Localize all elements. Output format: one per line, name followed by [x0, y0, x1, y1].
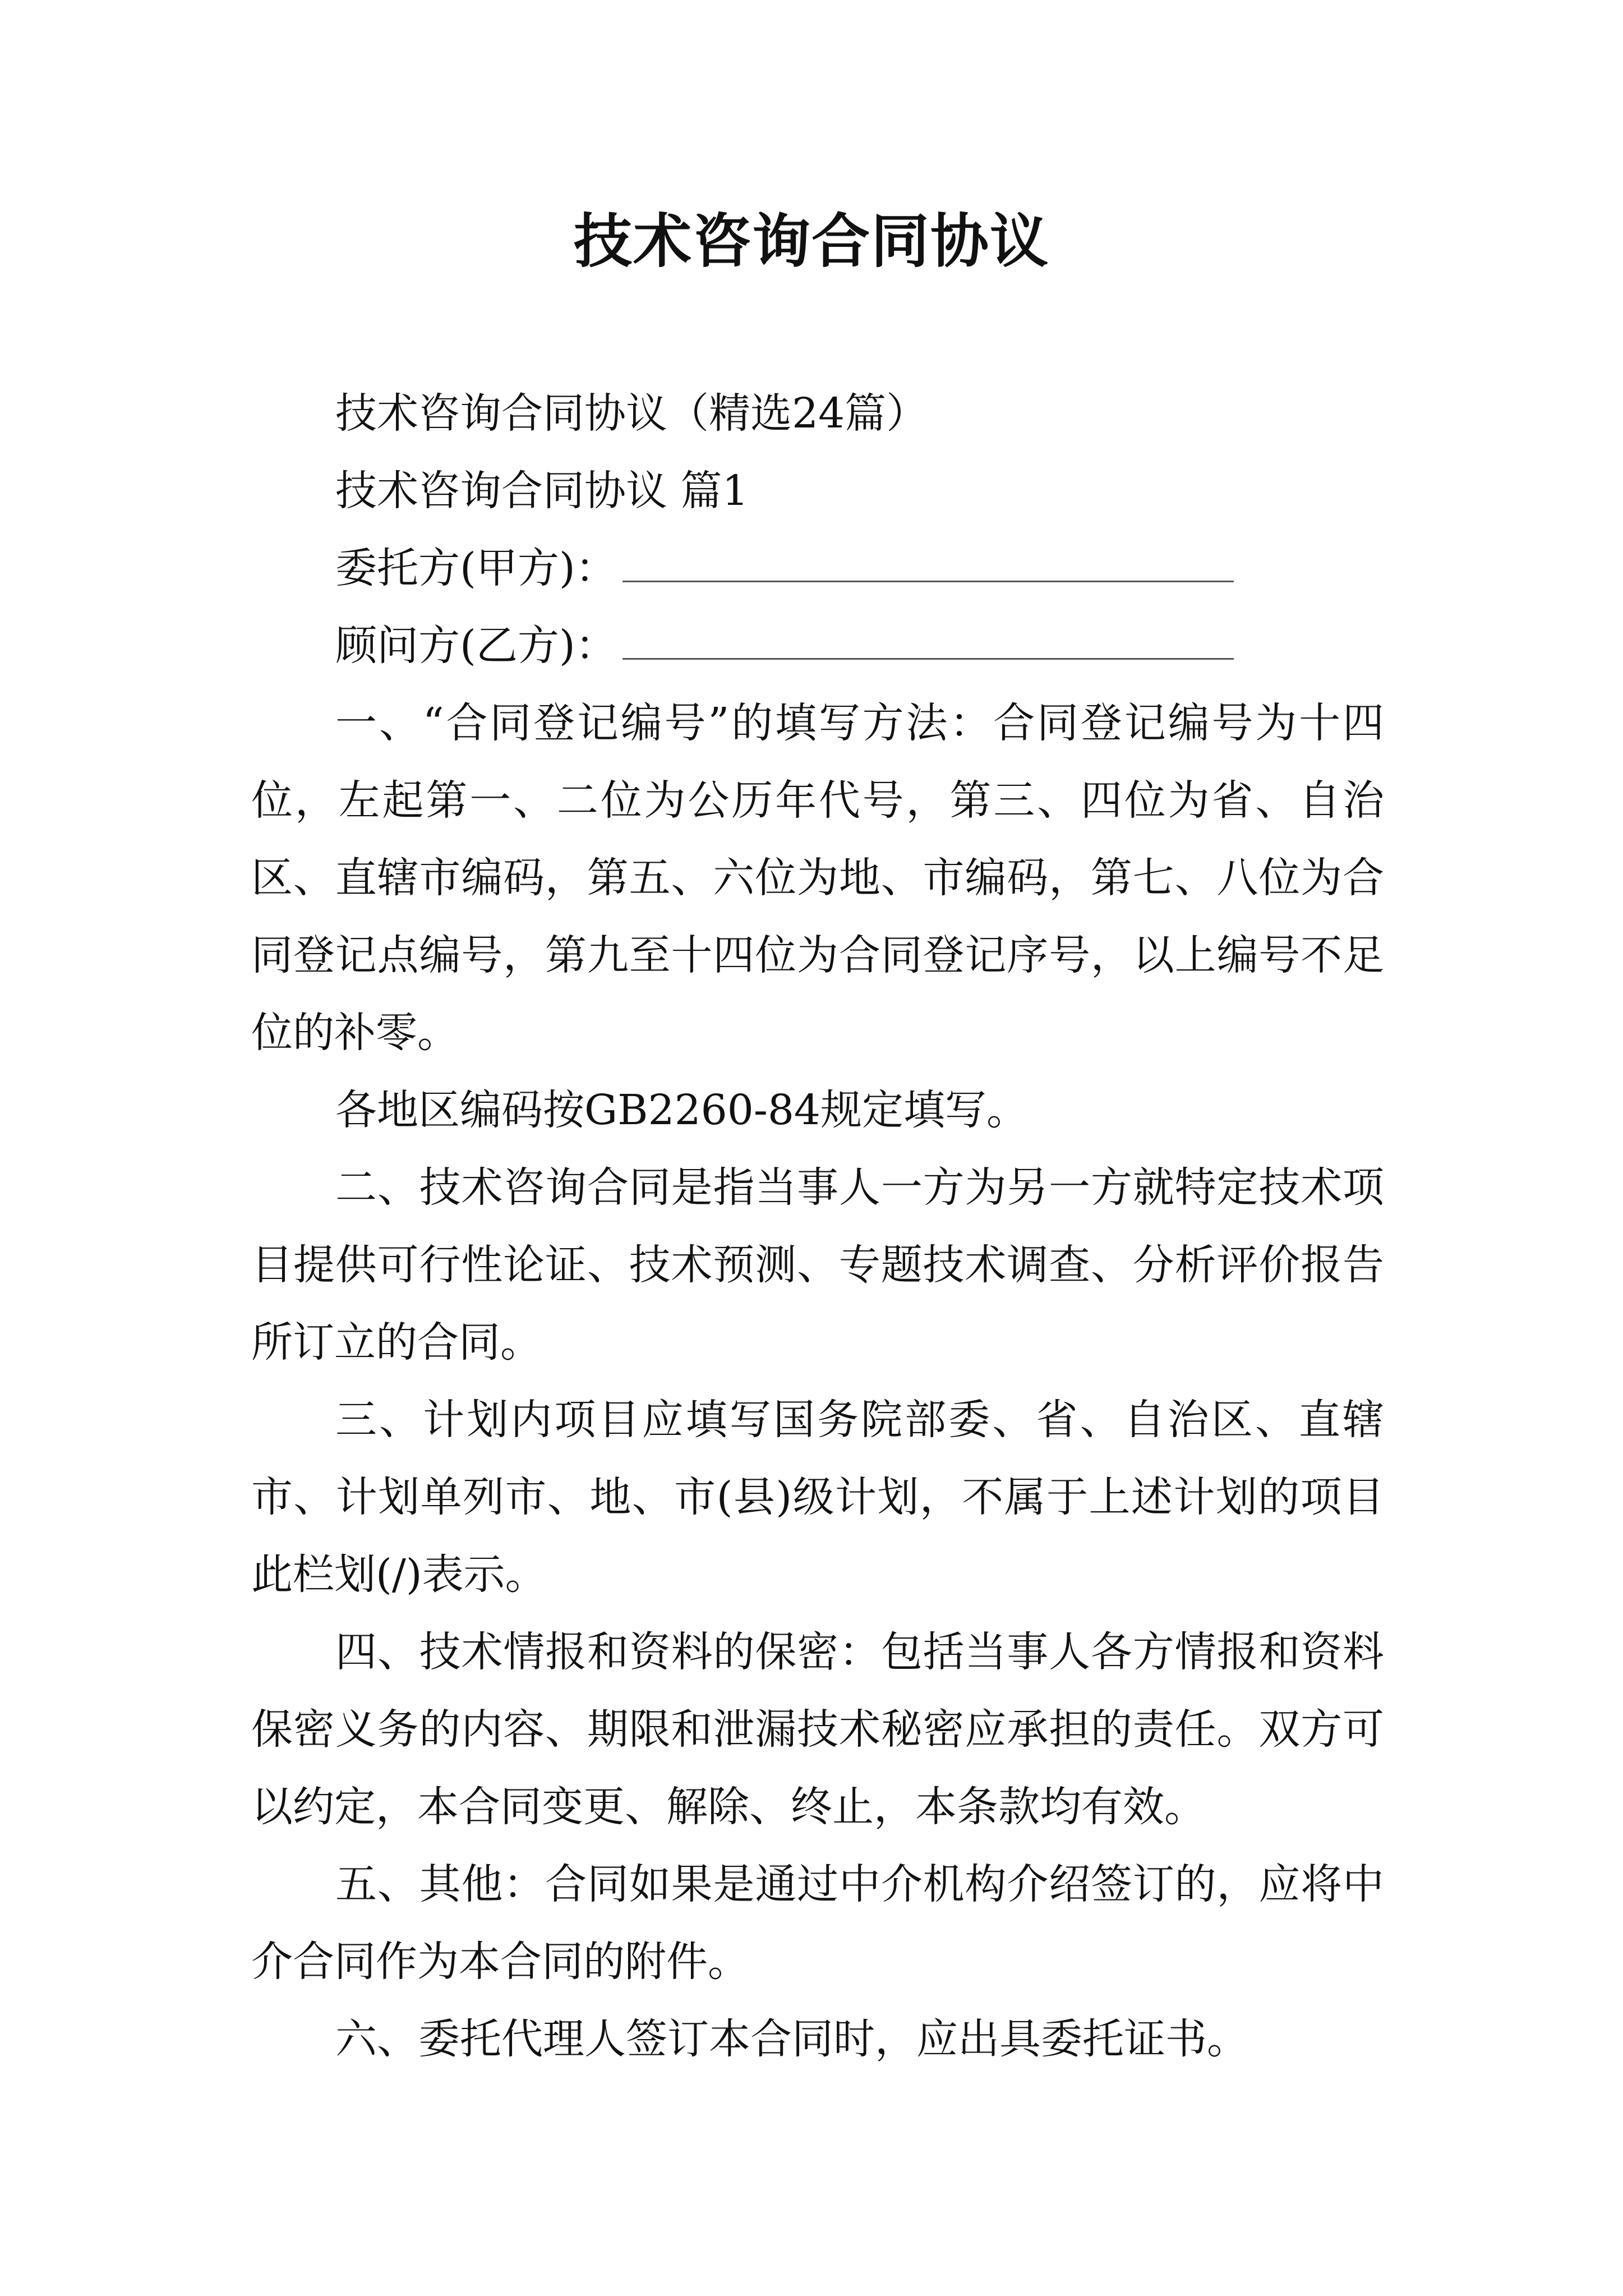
document-subtitle: 技术咨询合同协议（精选24篇）: [335, 389, 928, 438]
party-b-row: [251, 607, 1384, 684]
party-a-blank-line: [623, 547, 1234, 582]
section-heading: 技术咨询合同协议 篇1: [335, 467, 749, 515]
paragraph-other: 五、其他：合同如果是通过中介机构介绍签订的，应将中介合同作为本合同的附件。: [251, 1860, 1384, 1986]
document-title: 技术咨询合同协议: [573, 207, 1049, 275]
paragraph-planned-projects: 三、计划内项目应填写国务院部委、省、自治区、直辖市、计划单列市、地、市(县)级计划，不属于上述计划的项目此栏划(/)表示。: [251, 1396, 1384, 1599]
document-body: [251, 375, 1384, 2078]
paragraph-contract-definition: 二、技术咨询合同是指当事人一方为另一方就特定技术项目提供可行性论证、技术预测、专题技术调查、分析评价报告所订立的合同。: [251, 1163, 1384, 1366]
paragraph-region-code: 各地区编码按GB2260-84规定填写。: [335, 1086, 1028, 1134]
paragraph-confidentiality: 四、技术情报和资料的保密：包括当事人各方情报和资料保密义务的内容、期限和泄漏技术秘密应承担的责任。双方可以约定，本合同变更、解除、终止，本条款均有效。: [251, 1628, 1384, 1831]
party-b-label: 顾问方(乙方)：: [335, 622, 617, 670]
party-a-label: 委托方(甲方)：: [335, 544, 617, 592]
party-b-blank-line: [623, 624, 1234, 660]
party-a-row: [251, 530, 1384, 607]
paragraph-agent-signing: 六、委托代理人签订本合同时，应出具委托证书。: [335, 2015, 1248, 2063]
paragraph-registration-number: 一、“合同登记编号”的填写方法：合同登记编号为十四位，左起第一、二位为公历年代号，第三、四位为省、自治区、直辖市编码，第五、六位为地、市编码，第七、八位为合同登记点编号，第九至十四位为合同登记序号，以上编号不足位的补零。: [251, 699, 1384, 1057]
